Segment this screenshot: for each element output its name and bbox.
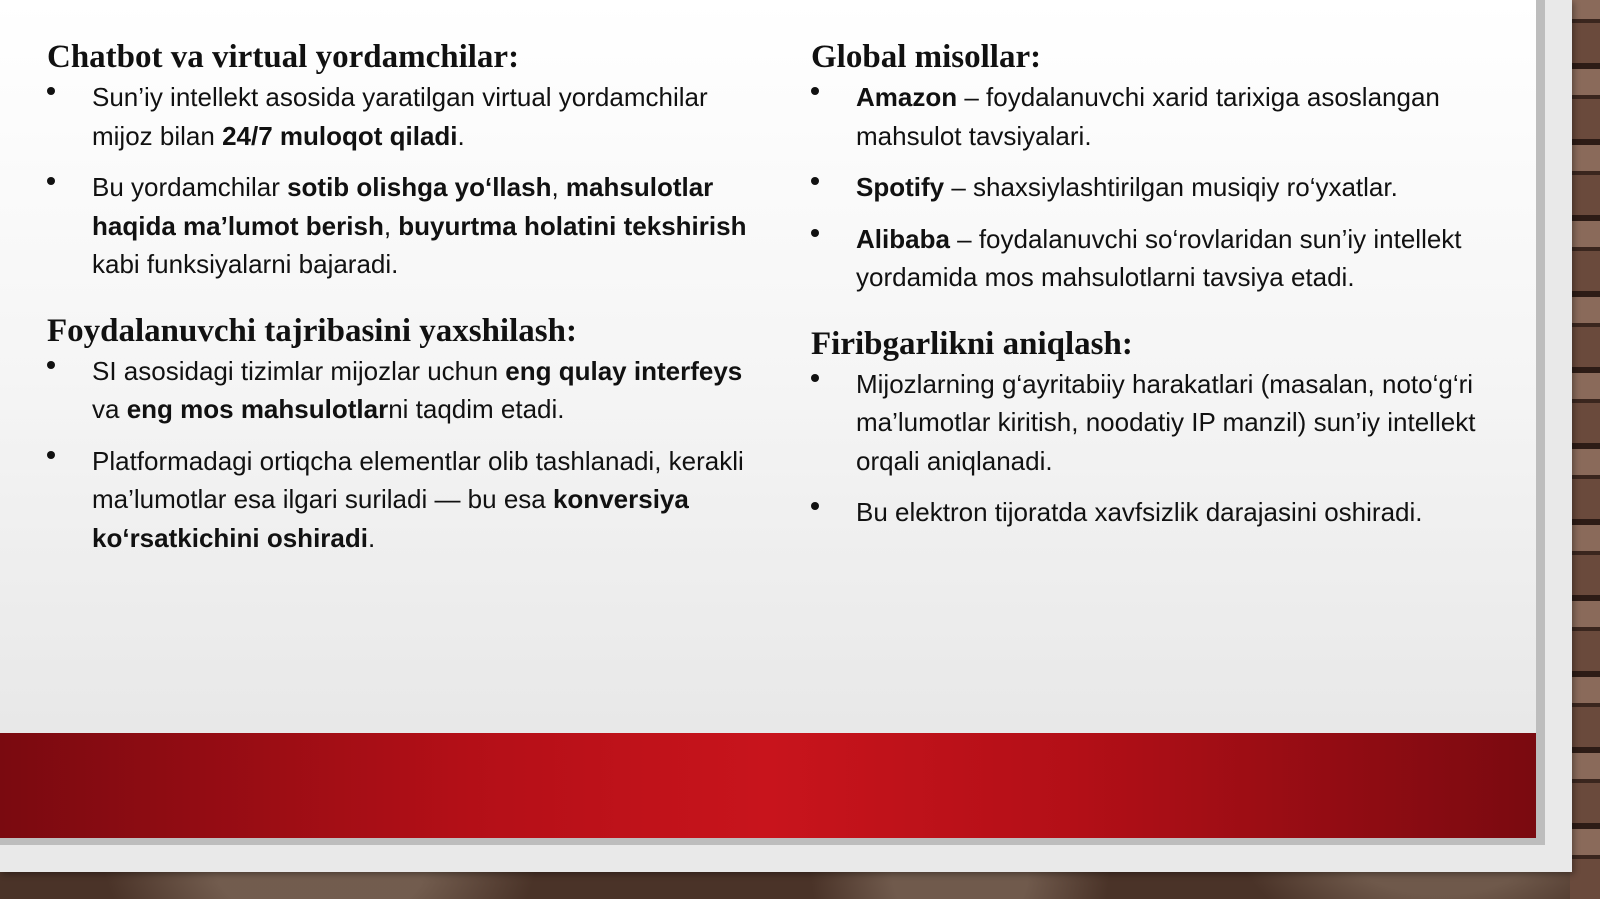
bullet-text: Bu elektron tijoratda xavfsizlik darajasini oshiradi. [856, 497, 1423, 527]
section-heading: Chatbot va virtual yordamchilar: [47, 39, 520, 75]
bullet-list [47, 78, 767, 284]
bold-text: buyurtma holatini tekshirish [398, 210, 747, 241]
section-user-experience [47, 310, 767, 558]
bold-text: eng mos mahsulotlar [126, 394, 389, 424]
section-heading: Firibgarlikni aniqlash: [811, 325, 1133, 362]
bullet-text: . [457, 120, 465, 151]
bullet-dot-icon [811, 177, 819, 185]
section-heading: Foydalanuvchi tajribasini yaxshilash: [47, 312, 577, 349]
bullet-item [47, 168, 767, 284]
section-fraud-detection [811, 323, 1531, 532]
bullet-text: , [383, 210, 399, 241]
bullet-dot-icon [47, 361, 55, 369]
bullet-text: SI asosidagi tizimlar mijozlar uchun [92, 355, 506, 386]
bullet-item [811, 78, 1531, 155]
bold-text: Alibaba [856, 223, 950, 254]
bullet-dot-icon [47, 87, 55, 95]
bullet-item [811, 220, 1531, 297]
bullet-item [811, 365, 1531, 481]
bullet-dot-icon [811, 502, 819, 510]
bullet-text: Mijozlarning g‘ayritabiiy harakatlari (masalan, noto‘g‘ri ma’lumotlar kiritish, noodatiy IP manzil) sun’iy intellekt orqali aniqlanadi. [856, 368, 1476, 476]
bullet-dot-icon [811, 87, 819, 95]
bullet-dot-icon [47, 451, 55, 459]
bullet-text: Sun’iy intellekt asosida yaratilgan virtual yordamchilar mijoz bilan [92, 82, 708, 151]
bullet-item [47, 352, 767, 429]
bold-text: mahsulotlar haqida ma’lumot berish [92, 172, 714, 241]
bullet-dot-icon [811, 374, 819, 382]
bold-text: 24/7 muloqot qiladi [222, 120, 458, 151]
bullet-text: ni taqdim etadi. [388, 394, 565, 424]
bullet-text: Platformadagi ortiqcha elementlar olib tashlanadi, kerakli ma’lumotlar esa ilgari suriladi — bu esa [92, 445, 744, 514]
bold-text: konversiya ko‘rsatkichini oshiradi [92, 484, 689, 553]
bullet-list [811, 365, 1531, 532]
bold-text: Spotify [856, 172, 945, 202]
left-column [47, 36, 767, 583]
bullet-item [811, 168, 1531, 207]
bullet-text: va [92, 394, 127, 424]
bullet-item [47, 78, 767, 155]
bullet-text: Bu yordamchilar [92, 172, 288, 202]
bullet-text: , [551, 172, 566, 202]
bullet-text: – shaxsiylashtirilgan musiqiy ro‘yxatlar. [944, 172, 1398, 202]
bullet-text: – foydalanuvchi xarid tarixiga asoslangan mahsulot tavsiyalari. [856, 82, 1440, 151]
bold-text: eng qulay interfeys [505, 355, 743, 386]
bullet-item [811, 493, 1531, 532]
bullet-list [811, 78, 1531, 297]
section-global-examples [811, 36, 1531, 297]
bullet-text: . [367, 522, 376, 553]
red-footer-band [0, 733, 1536, 838]
bullet-text: – foydalanuvchi so‘rovlaridan sun’iy intellekt yordamida mos mahsulotlarni tavsiya etadi. [856, 223, 1462, 292]
bullet-list [47, 352, 767, 558]
section-chatbots [47, 36, 767, 284]
bold-text: Amazon [856, 82, 958, 112]
bullet-text: kabi funksiyalarni bajaradi. [92, 249, 399, 279]
bullet-dot-icon [47, 177, 55, 185]
brick-wall-edge [1570, 0, 1600, 899]
bold-text: sotib olishga yo‘llash [287, 172, 552, 202]
right-column [811, 36, 1531, 558]
bullet-item [47, 442, 767, 558]
bullet-dot-icon [811, 229, 819, 237]
section-heading: Global misollar: [811, 39, 1042, 75]
